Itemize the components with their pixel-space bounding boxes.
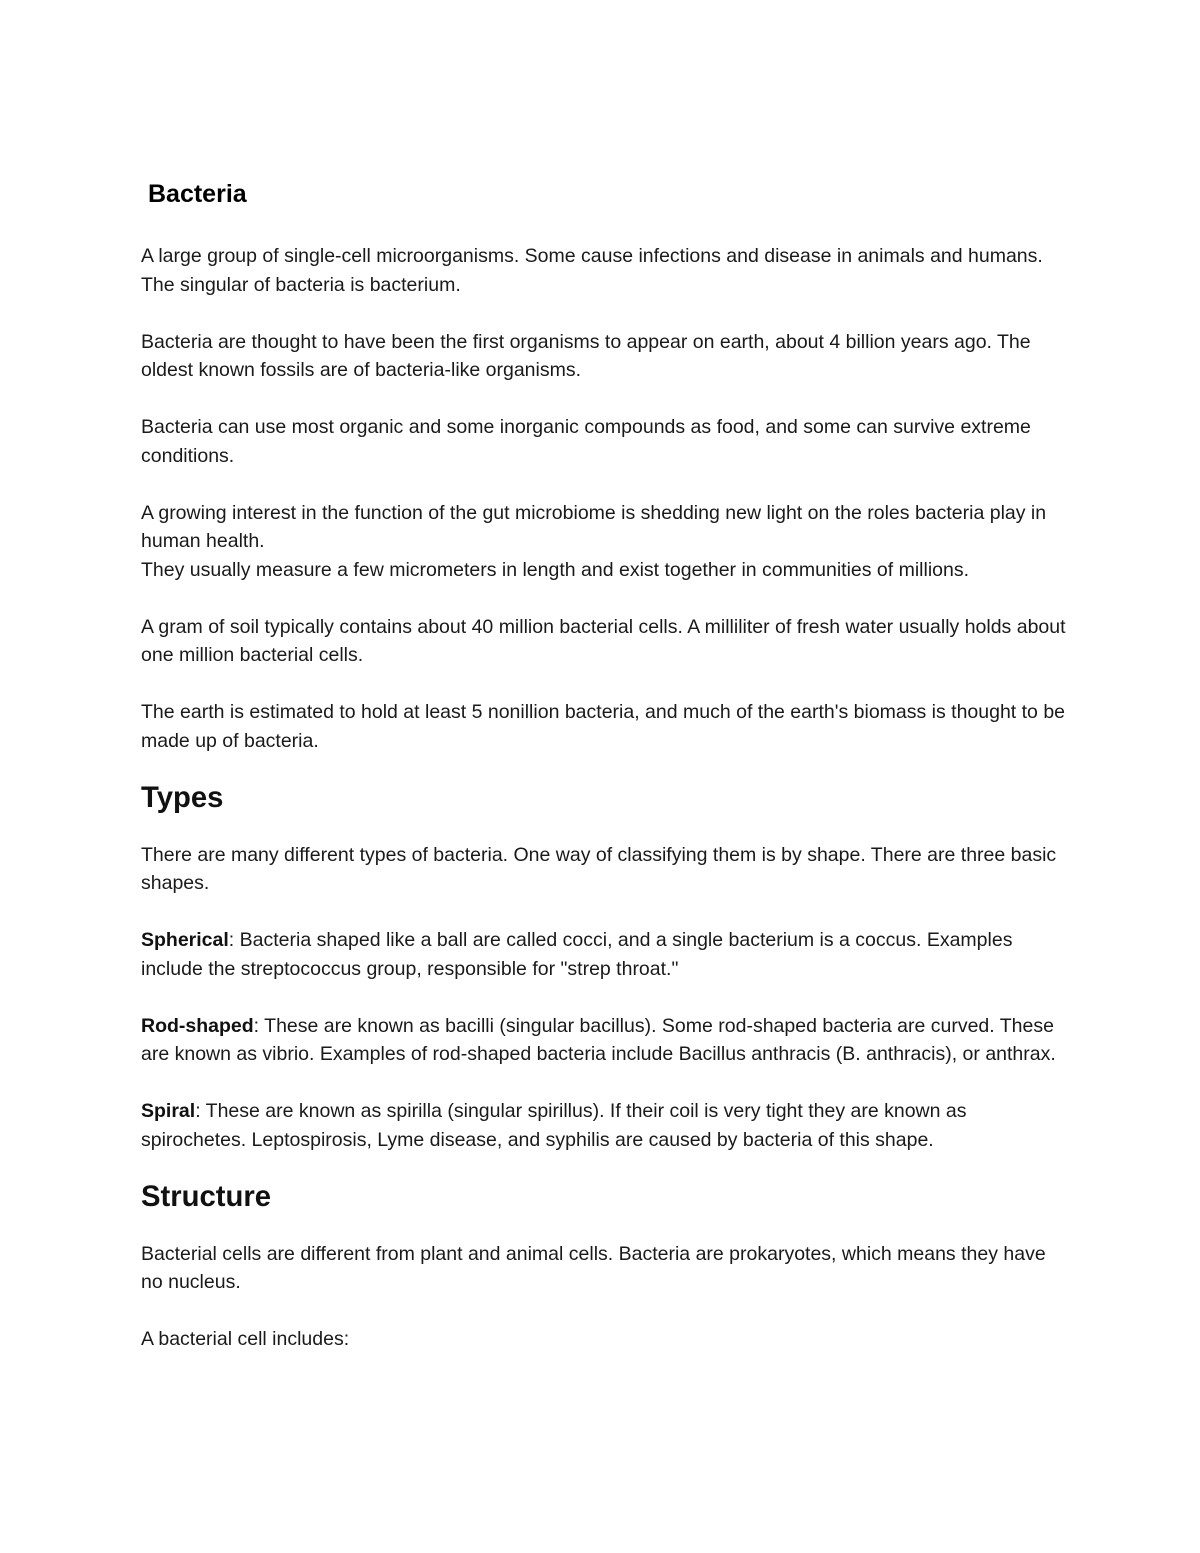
shape-paragraph-rod-shaped — [141, 1012, 1066, 1069]
section-heading-structure: Structure — [141, 1180, 272, 1213]
intro-paragraph-definition: A large group of single-cell microorganisms. Some cause infections and disease in animals and humans. The singular of bacteria is bacterium. — [141, 245, 1043, 296]
shape-term-spherical: Spherical — [141, 929, 229, 951]
types-intro-paragraph: There are many different types of bacteria. One way of classifying them is by shape. There are three basic shapes. — [141, 843, 1057, 894]
shape-paragraph-spherical — [141, 926, 1066, 983]
shape-description-spherical: : Bacteria shaped like a ball are called cocci, and a single bacterium is a coccus. Examples include the streptococcus group, responsible for "strep throat." — [141, 929, 1013, 980]
intro-paragraph-microbiome: A growing interest in the function of the gut microbiome is shedding new light on the roles bacteria play in human health. — [141, 501, 1047, 552]
intro-paragraph-origin: Bacteria are thought to have been the first organisms to appear on earth, about 4 billion years ago. The oldest known fossils are of bacteria-like organisms. — [141, 330, 1031, 381]
shape-description-spiral: : These are known as spirilla (singular spirillus). If their coil is very tight they are known as spirochetes. Leptospirosis, Lyme disease, and syphilis are caused by bacteria of this shape. — [141, 1100, 967, 1151]
structure-list-intro: A bacterial cell includes: — [141, 1328, 350, 1350]
shape-term-rod-shaped: Rod-shaped — [141, 1014, 254, 1037]
intro-paragraph-food: Bacteria can use most organic and some inorganic compounds as food, and some can survive extreme conditions. — [141, 416, 1031, 467]
intro-paragraph-soil: A gram of soil typically contains about 40 million bacterial cells. A milliliter of fresh water usually holds about one million bacterial cells. — [141, 615, 1066, 666]
shape-description-rod-shaped: : These are known as bacilli (singular bacillus). Some rod-shaped bacteria are curved. These are known as vibrio. Examples of rod-shaped bacteria include Bacillus anthracis (B. anthracis), or anthrax. — [141, 1014, 1056, 1065]
document-body — [141, 175, 1066, 1382]
structure-intro-paragraph: Bacterial cells are different from plant and animal cells. Bacteria are prokaryotes, which means they have no nucleus. — [141, 1242, 1046, 1293]
document-title: Bacteria — [148, 180, 247, 208]
intro-paragraph-size: They usually measure a few micrometers in length and exist together in communities of millions. — [141, 558, 970, 581]
shape-term-spiral: Spiral — [141, 1100, 196, 1122]
section-heading-types: Types — [141, 781, 224, 814]
shape-paragraph-spiral — [141, 1097, 1066, 1154]
intro-paragraph-biomass: The earth is estimated to hold at least 5 nonillion bacteria, and much of the earth's biomass is thought to be made up of bacteria. — [141, 701, 1066, 752]
